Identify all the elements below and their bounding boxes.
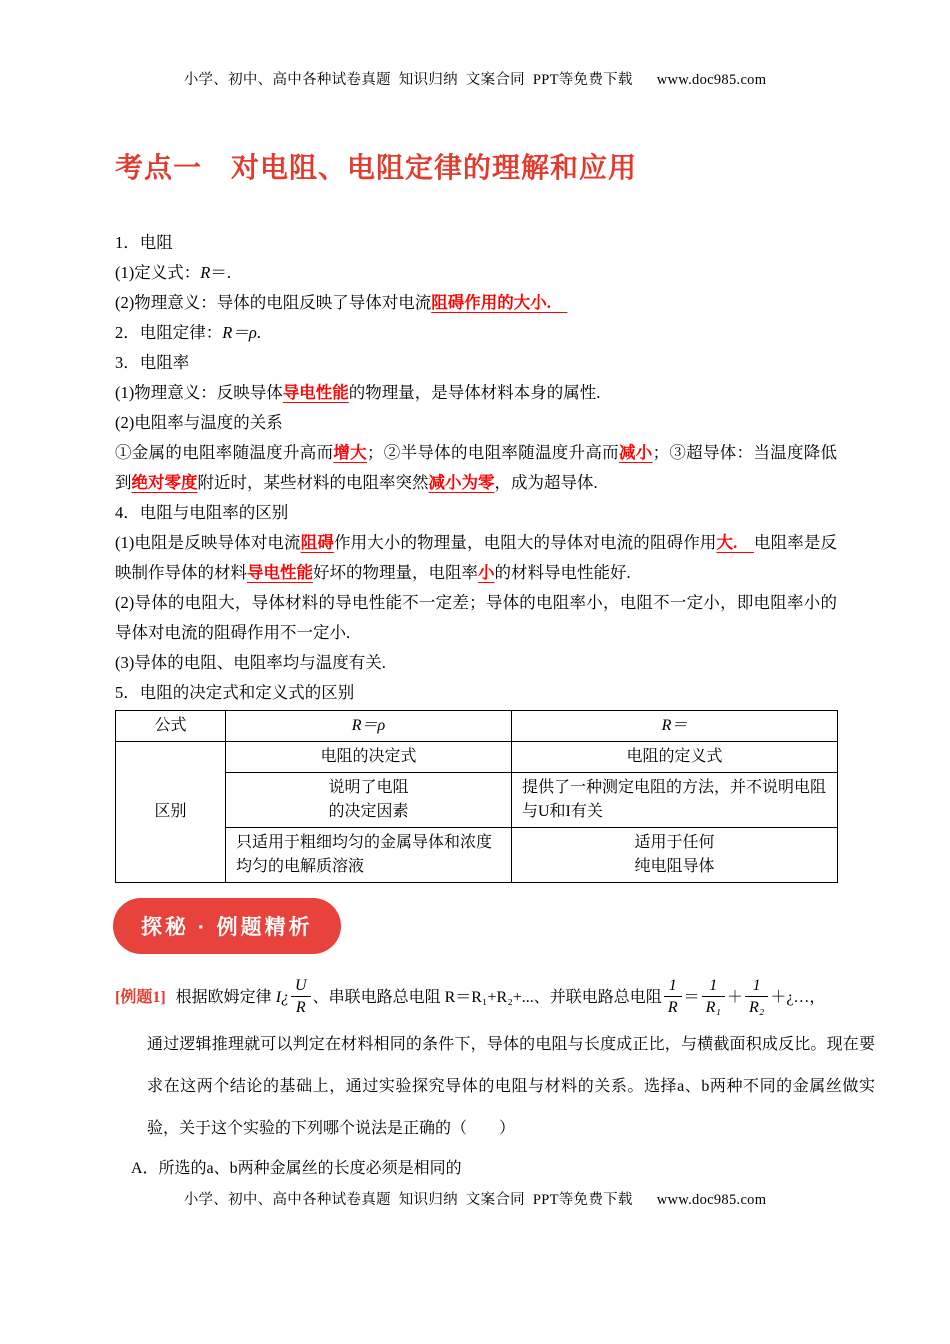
text-segment: 附近时，某些材料的电阻率突然 bbox=[197, 473, 429, 492]
text-segment: ①金属的电阻率随温度升高而 bbox=[115, 443, 334, 462]
formula-text: 、串联电路总电阻 R＝R₁+R₂+...、并联电路总电阻 bbox=[312, 989, 662, 1006]
cell-line: 纯电阻导体 bbox=[634, 858, 715, 875]
text-segment: 电阻率是反映制作导体的材料 bbox=[115, 533, 838, 582]
text-segment: (3)导体的电阻、电阻率均与温度有关. bbox=[115, 653, 386, 672]
text-segment: (2)导体的电阻大，导体材料的导电性能不一定差；导体的电阻率小，电阻不一定小，即电阻率小的导体对电流的阻碍作用不一定小. bbox=[115, 593, 837, 642]
fraction-1-over-r bbox=[664, 976, 682, 1017]
page-title: 考点一 对电阻、电阻定律的理解和应用 bbox=[115, 153, 638, 184]
body-paragraph bbox=[115, 648, 837, 678]
table-cell bbox=[512, 828, 838, 883]
variable-symbol: R bbox=[200, 263, 211, 282]
highlight-segment: 阻碍作用的大小. bbox=[431, 293, 568, 312]
example-problem-line bbox=[115, 972, 875, 1024]
text-segment: 3．电阻率 bbox=[115, 353, 190, 372]
text-segment: (1)物理意义：反映导体 bbox=[115, 383, 283, 402]
fraction-1-over-r1 bbox=[702, 976, 725, 1017]
table-cell bbox=[226, 773, 512, 828]
text-segment: 好坏的物理量，电阻率 bbox=[313, 563, 478, 582]
cell-line: 说明了电阻 bbox=[328, 779, 409, 796]
fraction-numerator: 1 bbox=[745, 976, 768, 998]
fraction-denominator: R₁ bbox=[705, 999, 721, 1017]
body-paragraph bbox=[115, 318, 837, 348]
body-paragraph bbox=[115, 408, 837, 438]
formula-text: ＝ bbox=[683, 989, 700, 1006]
table-header-cell: R＝ bbox=[512, 711, 838, 742]
option-a: A．所选的a、b两种金属丝的长度必须是相同的 bbox=[131, 1160, 462, 1177]
body-paragraph bbox=[115, 378, 837, 408]
formula-text: 根据欧姆定律 bbox=[175, 989, 276, 1006]
text-segment: 作用大小的物理量，电阻大的导体对电流的阻碍作用 bbox=[333, 533, 717, 552]
section-badge bbox=[113, 898, 341, 954]
highlight-segment: 增大 bbox=[333, 443, 367, 462]
text-segment: 的物理量，是导体材料本身的属性. bbox=[348, 383, 601, 402]
text-segment: (2)物理意义：导体的电阻反映了导体对电流 bbox=[115, 293, 432, 312]
table-header-row bbox=[116, 711, 838, 742]
highlight-segment: 导电性能 bbox=[247, 563, 313, 582]
page-header bbox=[0, 68, 950, 89]
cell-line: 适用于任何 bbox=[634, 834, 715, 851]
body-paragraph bbox=[115, 498, 837, 528]
body-paragraph bbox=[115, 348, 837, 378]
text-segment: 5．电阻的决定式和定义式的区别 bbox=[115, 683, 355, 702]
highlight-segment: 导电性能 bbox=[282, 383, 349, 402]
text-segment: (2)电阻率与温度的关系 bbox=[115, 413, 283, 432]
text-segment: 1．电阻 bbox=[115, 233, 173, 252]
highlight-segment: 大. bbox=[716, 533, 754, 552]
highlight-segment: 阻碍 bbox=[300, 533, 334, 552]
text-segment: ＝. bbox=[210, 263, 231, 282]
fraction-u-over-r bbox=[291, 976, 311, 1017]
body-paragraph bbox=[115, 588, 837, 648]
example-section bbox=[115, 972, 875, 1188]
text-segment: (1)电阻是反映导体对电流 bbox=[115, 533, 301, 552]
body-paragraph bbox=[115, 228, 837, 258]
fraction-numerator: U bbox=[291, 976, 311, 998]
text-segment: ；③超导体：当温度降低到 bbox=[115, 443, 838, 492]
highlight-segment: 减小为零 bbox=[428, 473, 495, 492]
cell-line: 均匀的电解质溶液 bbox=[236, 858, 365, 875]
variable-symbol: I¿ bbox=[275, 989, 290, 1006]
table-cell: 提供了一种测定电阻的方法，并不说明电阻与U和I有关 bbox=[512, 773, 838, 828]
table-cell: 电阻的定义式 bbox=[512, 742, 838, 773]
body-paragraph bbox=[115, 528, 837, 588]
text-segment: 现在要求在这两个结论的基础上，通过实验探究导体的电阻与材料的关系。选择a、b两种不同的金属丝做实验，关于这个实验的下列哪个说法是正确的（ ） bbox=[147, 1036, 875, 1137]
highlight-segment: 减小 bbox=[618, 443, 653, 462]
fraction-denominator: R bbox=[667, 999, 678, 1017]
text-segment: ；②半导体的电阻率随温度升高而 bbox=[366, 443, 619, 462]
body-text bbox=[115, 228, 837, 708]
table-header-cell: 公式 bbox=[116, 711, 226, 742]
formula-text: ＋¿…， bbox=[770, 989, 826, 1006]
table-header-cell: R＝ρ bbox=[226, 711, 512, 742]
text-segment: ，成为超导体. bbox=[494, 473, 598, 492]
body-paragraph bbox=[115, 258, 837, 288]
fraction-denominator: R bbox=[295, 999, 306, 1017]
fraction-denominator: R₂ bbox=[748, 999, 765, 1017]
formula-text: ＋ bbox=[726, 989, 743, 1006]
cell-line: 的决定因素 bbox=[328, 803, 409, 820]
comparison-table bbox=[115, 710, 838, 883]
badge-label: 探秘 · 例题精析 bbox=[141, 916, 313, 939]
header-site-text: 小学、初中、高中各种试卷真题 知识归纳 文案合同 PPT等免费下载 bbox=[183, 72, 633, 88]
text-segment: 通过逻辑推理就可以判定在材料相同的条件下，导体的电阻与长度成正比，与横截面积成反比。 bbox=[147, 1036, 827, 1053]
text-segment: 的材料导电性能好. bbox=[494, 563, 631, 582]
table-cell bbox=[226, 828, 512, 883]
text-segment: (1)定义式： bbox=[115, 263, 201, 282]
table-cell: 电阻的决定式 bbox=[226, 742, 512, 773]
example-label: [例题1] bbox=[115, 989, 166, 1006]
cell-line: 只适用于粗细均匀的金属导体和浓度 bbox=[236, 834, 493, 851]
fraction-numerator: 1 bbox=[664, 976, 682, 998]
fraction-1-over-r2 bbox=[745, 976, 768, 1017]
body-paragraph bbox=[115, 288, 837, 318]
footer-url: www.doc985.com bbox=[656, 1192, 767, 1208]
page-footer bbox=[0, 1188, 950, 1209]
table-row bbox=[116, 742, 838, 773]
header-url: www.doc985.com bbox=[656, 72, 767, 88]
highlight-segment: 绝对零度 bbox=[131, 473, 198, 492]
example-body bbox=[115, 1024, 875, 1150]
fraction-numerator: 1 bbox=[702, 976, 725, 998]
body-paragraph bbox=[115, 438, 837, 498]
variable-symbol: R＝ρ bbox=[222, 323, 257, 342]
highlight-segment: 小 bbox=[478, 563, 495, 582]
text-segment: 4．电阻与电阻率的区别 bbox=[115, 503, 289, 522]
table-rowspan-label: 区别 bbox=[116, 742, 226, 883]
text-segment: 2．电阻定律： bbox=[115, 323, 223, 342]
body-paragraph bbox=[115, 678, 837, 708]
footer-site-text: 小学、初中、高中各种试卷真题 知识归纳 文案合同 PPT等免费下载 bbox=[183, 1192, 633, 1208]
text-segment: . bbox=[256, 323, 261, 342]
